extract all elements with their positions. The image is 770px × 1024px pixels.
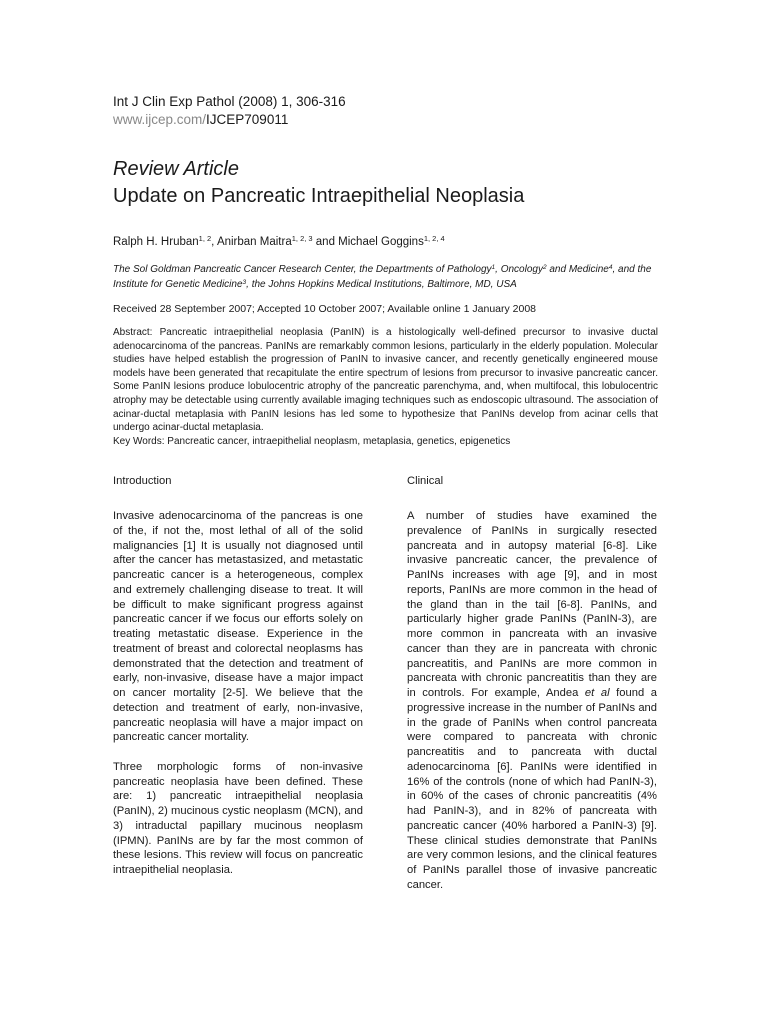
author-affiliation-marks: 1, 2, 4	[423, 234, 445, 243]
journal-url-id[interactable]: IJCEP709011	[206, 112, 289, 127]
publication-dates: Received 28 September 2007; Accepted 10 October 2007; Available online 1 January 2008	[113, 303, 537, 315]
affiliation-text: The Sol Goldman Pancreatic Cancer Research Center, the Departments of Pathology	[113, 264, 492, 275]
abstract	[113, 326, 658, 448]
author-separator: ,	[211, 236, 217, 248]
affiliation-mark: 4	[608, 264, 613, 271]
clinical-section	[407, 474, 657, 907]
clinical-paragraph-1	[407, 509, 657, 893]
affiliation-text: , Oncology	[495, 264, 543, 275]
introduction-paragraph-2: Three morphologic forms of non-invasive pancreatic neoplasia have been defined. These are: 1) pancreatic intraepithelial neoplasia (PanIN), 2) mucinous cystic neoplasm (MCN), and 3) intraductal papillary mucinous neoplasm (IPMN). PanINs are by far the most common of these lesions. This review will focus on pancreatic intraepithelial neoplasia.	[113, 760, 363, 876]
article-type: Review Article	[113, 158, 239, 180]
keywords-label: Key Words:	[113, 435, 165, 447]
affiliation-text: and Medicine	[546, 264, 609, 275]
affiliation-text: , the Johns Hopkins Medical Institutions, Baltimore, MD, USA	[246, 278, 517, 290]
keywords-text: Pancreatic cancer, intraepithelial neoplasm, metaplasia, genetics, epigenetics	[164, 435, 511, 447]
affiliation-text: , and the Institute for Genetic Medicine	[113, 264, 652, 290]
clinical-text: found a progressive increase in the number of PanINs and in the grade of PanINs when control pancreata were compared to pancreata with chronic pancreatitis and to pancreata with ductal adenocarcinoma [6]. PanINs were identified in 16% of the controls (none of which had PanIN-3), in 60% of the cases of chronic pancreatitis (4% had PanIN-3), and in 82% of pancreata with pancreatic cancer (40% harbored a PanIN-3) [9]. These clinical studies demonstrate that PanINs are very common lesions, and the clinical features of PanINs parallel those of invasive pancreatic cancer.	[407, 687, 658, 891]
keywords-paragraph	[113, 435, 658, 449]
journal-url[interactable]	[113, 111, 346, 129]
author-affiliation-marks: 1, 2, 3	[291, 234, 313, 243]
journal-url-prefix[interactable]: www.ijcep.com/	[113, 112, 207, 127]
introduction-paragraph-1: Invasive adenocarcinoma of the pancreas is one of the, if not the, most lethal of all of the solid malignancies [1] It is usually not diagnosed until after the cancer has metastasized, and metastatic pancreatic cancer is a heterogeneous, complex and extremely challenging disease to treat. It will be difficult to make significant progress against pancreatic cancer if we focus our efforts solely on treating metastatic disease. Experience in the treatment of breast and colorectal neoplasms has demonstrated that the detection and treatment of early, non-invasive, disease have a major impact on cancer mortality [2-5]. We believe that the detection and treatment of early, non-invasive, pancreatic neoplasia will have a major impact on pancreatic cancer mortality.	[113, 510, 363, 744]
introduction-heading: Introduction	[113, 475, 172, 487]
affiliation-mark: 3	[242, 278, 247, 286]
abstract-paragraph	[113, 326, 658, 435]
journal-header	[113, 93, 346, 129]
affiliation-mark: 2	[542, 264, 547, 271]
author-separator: and	[312, 236, 339, 248]
introduction-section	[113, 474, 363, 893]
author-affiliation-marks: 1, 2	[198, 234, 212, 243]
abstract-text: Pancreatic intraepithelial neoplasia (PanIN) is a histologically well-defined precursor to invasive ductal adenocarcinoma of the pancreas. PanINs are remarkably common lesions, particularly in the elderly population. Molecular studies have helped establish the progression of PanIN to invasive cancer, and recently genetically engineered mouse models have been generated that recapitulate the entire spectrum of lesions from precursor to invasive pancreatic cancer. Some PanIN lesions produce lobulocentric atrophy of the pancreatic parenchyma, and, when multifocal, this lobulocentric atrophy may be detectable using currently available imaging techniques such as endoscopic ultrasound. The association of acinar-ductal metaplasia with PanIN lesions has led some to hypothesize that PanINs develop from acinar cells that undergo acinar-ductal metaplasia.	[113, 327, 658, 434]
author-name: Anirban Maitra	[216, 236, 292, 248]
author-name: Michael Goggins	[338, 236, 424, 248]
journal-citation: Int J Clin Exp Pathol (2008) 1, 306-316	[113, 94, 346, 109]
author-name: Ralph H. Hruban	[113, 236, 199, 248]
clinical-citation-etal: et al	[584, 687, 610, 699]
abstract-label: Abstract:	[113, 327, 153, 338]
article-title: Update on Pancreatic Intraepithelial Neoplasia	[113, 185, 525, 207]
author-list	[113, 234, 445, 250]
clinical-text: A number of studies have examined the prevalence of PanINs in surgically resected pancreata and in autopsy material [6-8]. Like invasive pancreatic cancer, the prevalence of PanINs increases with age [9], and in most reports, PanINs are more common in the head of the gland than in the tail [6-8]. PanINs, and particularly higher grade PanINs (PanIN-3), are more common in pancreata with an invasive cancer than they are in pancreata with chronic pancreatitis, and PanINs are more common in pancreata with chronic pancreatitis than they are in controls. For example, Andea	[407, 510, 657, 699]
affiliation-mark: 1	[491, 264, 496, 271]
clinical-heading: Clinical	[407, 475, 444, 487]
affiliation	[113, 263, 658, 292]
